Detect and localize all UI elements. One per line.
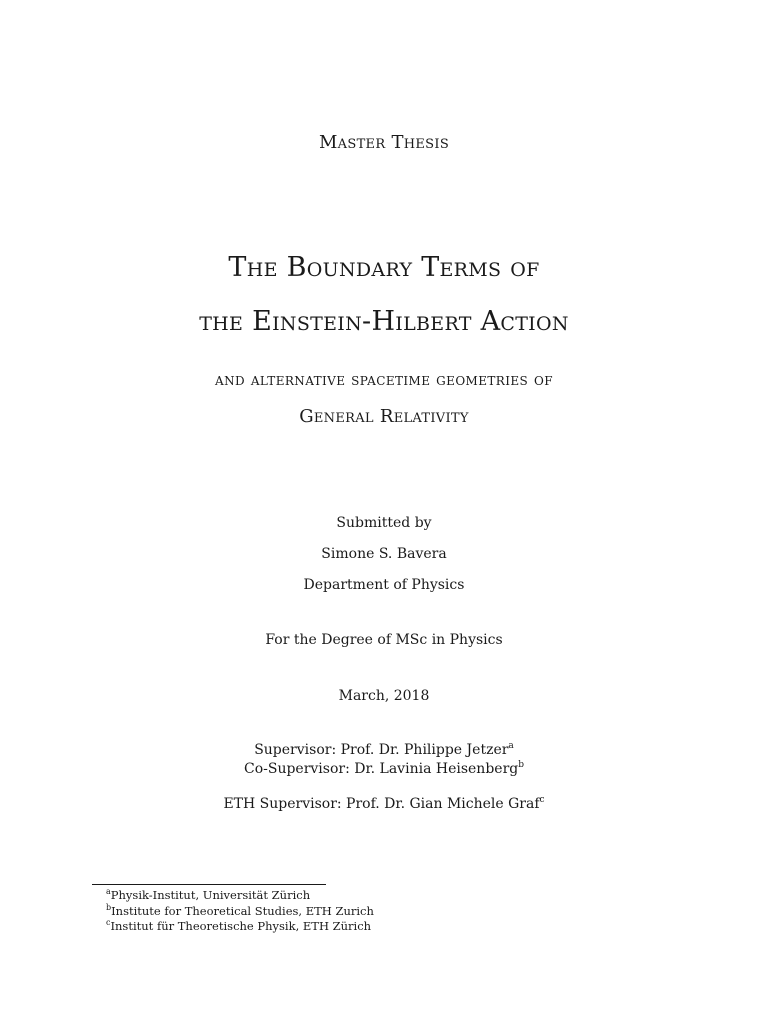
footnote-text: Physik-Institut, Universität Zürich — [110, 888, 311, 902]
footnote-mark: a — [106, 887, 111, 896]
footnote-divider — [92, 884, 326, 885]
title-line-2: the Einstein-Hilbert Action — [199, 306, 569, 337]
author-name: Simone S. Bavera — [321, 546, 447, 562]
supervisor-footnote-mark: a — [508, 741, 514, 751]
eth-supervisor-line — [0, 796, 768, 812]
footnote-mark: c — [106, 918, 111, 927]
co-supervisor-text: Co-Supervisor: Dr. Lavinia Heisenberg — [243, 761, 519, 777]
title-line-1: The Boundary Terms of — [228, 252, 540, 283]
footnote-item — [106, 919, 371, 933]
footnote-text: Institut für Theoretische Physik, ETH Zürich — [110, 919, 372, 933]
eth-supervisor-text: ETH Supervisor: Prof. Dr. Gian Michele Graf — [223, 796, 540, 812]
degree-statement: For the Degree of MSc in Physics — [265, 632, 503, 648]
eth-supervisor-footnote-mark: c — [539, 795, 545, 805]
supervisor-line — [0, 742, 768, 758]
co-supervisor-line — [0, 761, 768, 777]
submitted-by-label: Submitted by — [336, 515, 432, 531]
footnote-text: Institute for Theoretical Studies, ETH Zurich — [111, 904, 374, 918]
supervisor-text: Supervisor: Prof. Dr. Philippe Jetzer — [254, 742, 509, 758]
footnote-item — [106, 904, 374, 918]
subtitle-line-2: General Relativity — [299, 406, 469, 427]
subtitle-line-1: and alternative spacetime geometries of — [215, 370, 553, 390]
footnote-item — [106, 888, 310, 902]
department-name: Department of Physics — [303, 577, 465, 593]
submission-date: March, 2018 — [338, 688, 430, 704]
thesis-type-heading: Master Thesis — [318, 132, 450, 153]
co-supervisor-footnote-mark: b — [518, 760, 524, 770]
footnote-mark: b — [106, 903, 112, 912]
